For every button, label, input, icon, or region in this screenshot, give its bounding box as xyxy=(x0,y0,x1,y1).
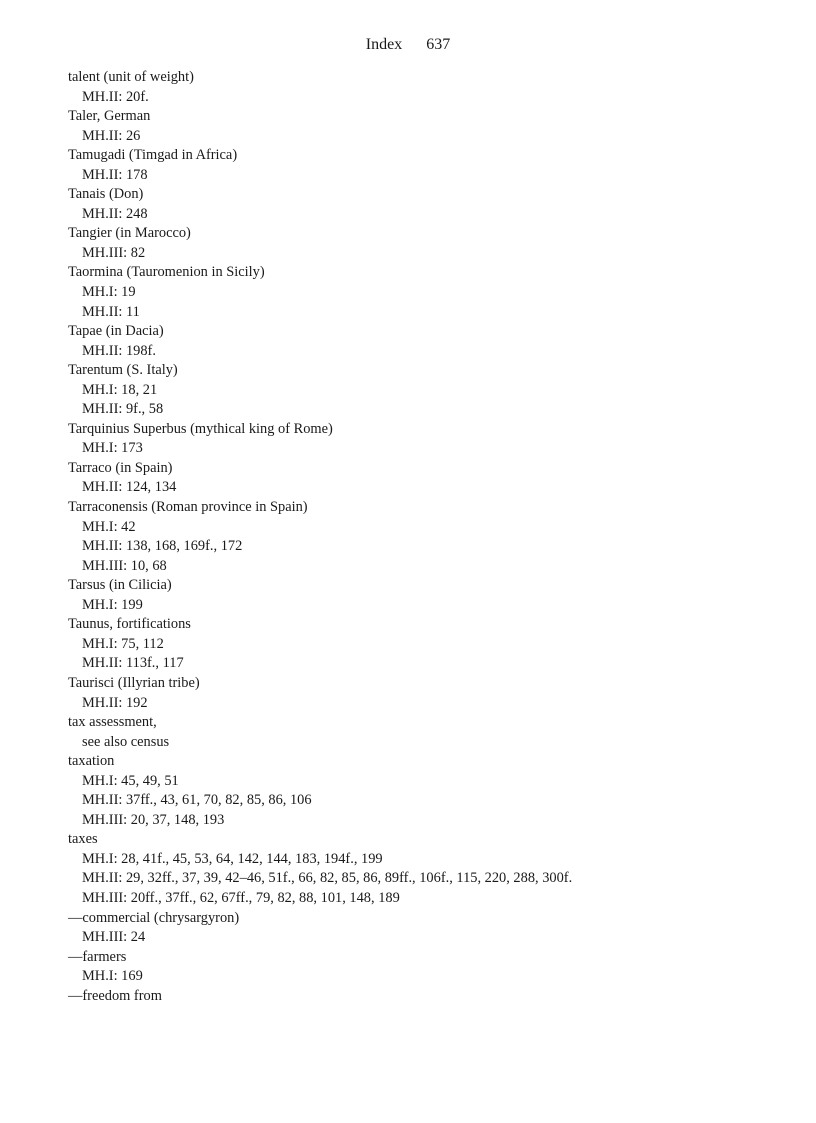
index-entry: Taurisci (Illyrian tribe) xyxy=(68,674,200,691)
index-subentry: MH.I: 75, 112 xyxy=(82,635,164,652)
index-subentry: MH.II: 113f., 117 xyxy=(82,655,184,672)
index-subentry: MH.II: 29, 32ff., 37, 39, 42–46, 51f., 66, 82, 85, 86, 89ff., 106f., 115, 220, 288, 300f. xyxy=(82,870,573,887)
running-header-title: Index xyxy=(365,36,403,53)
index-entry: Tarentum (S. Italy) xyxy=(68,362,178,379)
index-entry: Tarraconensis (Roman province in Spain) xyxy=(68,499,308,516)
index-subentry: MH.I: 19 xyxy=(82,284,136,301)
index-entry: tax assessment, xyxy=(68,714,157,731)
index-subentry: MH.I: 45, 49, 51 xyxy=(82,772,179,789)
index-subentry: MH.III: 10, 68 xyxy=(82,557,167,574)
index-subentry: see also census xyxy=(82,733,170,750)
index-entry-list xyxy=(68,68,788,1006)
page-header xyxy=(0,35,816,55)
index-entry: taxes xyxy=(68,831,98,848)
index-subentry: MH.II: 37ff., 43, 61, 70, 82, 85, 86, 106 xyxy=(82,792,312,809)
page-number: 637 xyxy=(426,36,451,53)
index-subentry: MH.II: 9f., 58 xyxy=(82,401,164,418)
index-subentry: MH.II: 192 xyxy=(82,694,148,711)
index-subentry: MH.III: 20, 37, 148, 193 xyxy=(82,811,225,828)
index-subentry: MH.III: 82 xyxy=(82,244,146,261)
index-subentry: MH.III: 20ff., 37ff., 62, 67ff., 79, 82, 88, 101, 148, 189 xyxy=(82,889,400,906)
index-entry: Tanais (Don) xyxy=(68,186,144,203)
index-subentry: MH.I: 18, 21 xyxy=(82,381,158,398)
index-entry: Tangier (in Marocco) xyxy=(68,225,191,242)
index-entry: Tarraco (in Spain) xyxy=(68,459,173,476)
index-subentry: MH.II: 11 xyxy=(82,303,140,320)
index-subentry: MH.I: 42 xyxy=(82,518,136,535)
index-entry: Tarquinius Superbus (mythical king of Rome) xyxy=(68,420,333,437)
index-entry: —farmers xyxy=(68,948,127,965)
index-subentry: MH.II: 138, 168, 169f., 172 xyxy=(82,538,243,555)
index-subentry: MH.I: 199 xyxy=(82,596,143,613)
index-subentry: MH.III: 24 xyxy=(82,929,146,946)
index-entry: taxation xyxy=(68,753,115,770)
index-entry: —freedom from xyxy=(68,987,162,1004)
index-subentry: MH.II: 178 xyxy=(82,166,148,183)
index-entry: —commercial (chrysargyron) xyxy=(68,909,240,926)
index-subentry: MH.II: 198f. xyxy=(82,342,156,359)
index-entry: Tamugadi (Timgad in Africa) xyxy=(68,147,238,164)
index-entry: Taunus, fortifications xyxy=(68,616,191,633)
index-subentry: MH.I: 28, 41f., 45, 53, 64, 142, 144, 183, 194f., 199 xyxy=(82,850,383,867)
index-subentry: MH.II: 248 xyxy=(82,205,148,222)
index-subentry: MH.II: 124, 134 xyxy=(82,479,177,496)
index-subentry: MH.I: 173 xyxy=(82,440,143,457)
index-entry: Tarsus (in Cilicia) xyxy=(68,577,172,594)
index-subentry: MH.I: 169 xyxy=(82,968,143,985)
index-entry: Tapae (in Dacia) xyxy=(68,323,164,340)
index-entry: Taler, German xyxy=(68,108,151,125)
index-subentry: MH.II: 26 xyxy=(82,127,141,144)
index-entry: talent (unit of weight) xyxy=(68,69,194,85)
index-subentry: MH.II: 20f. xyxy=(82,88,149,105)
index-entry: Taormina (Tauromenion in Sicily) xyxy=(68,264,265,281)
